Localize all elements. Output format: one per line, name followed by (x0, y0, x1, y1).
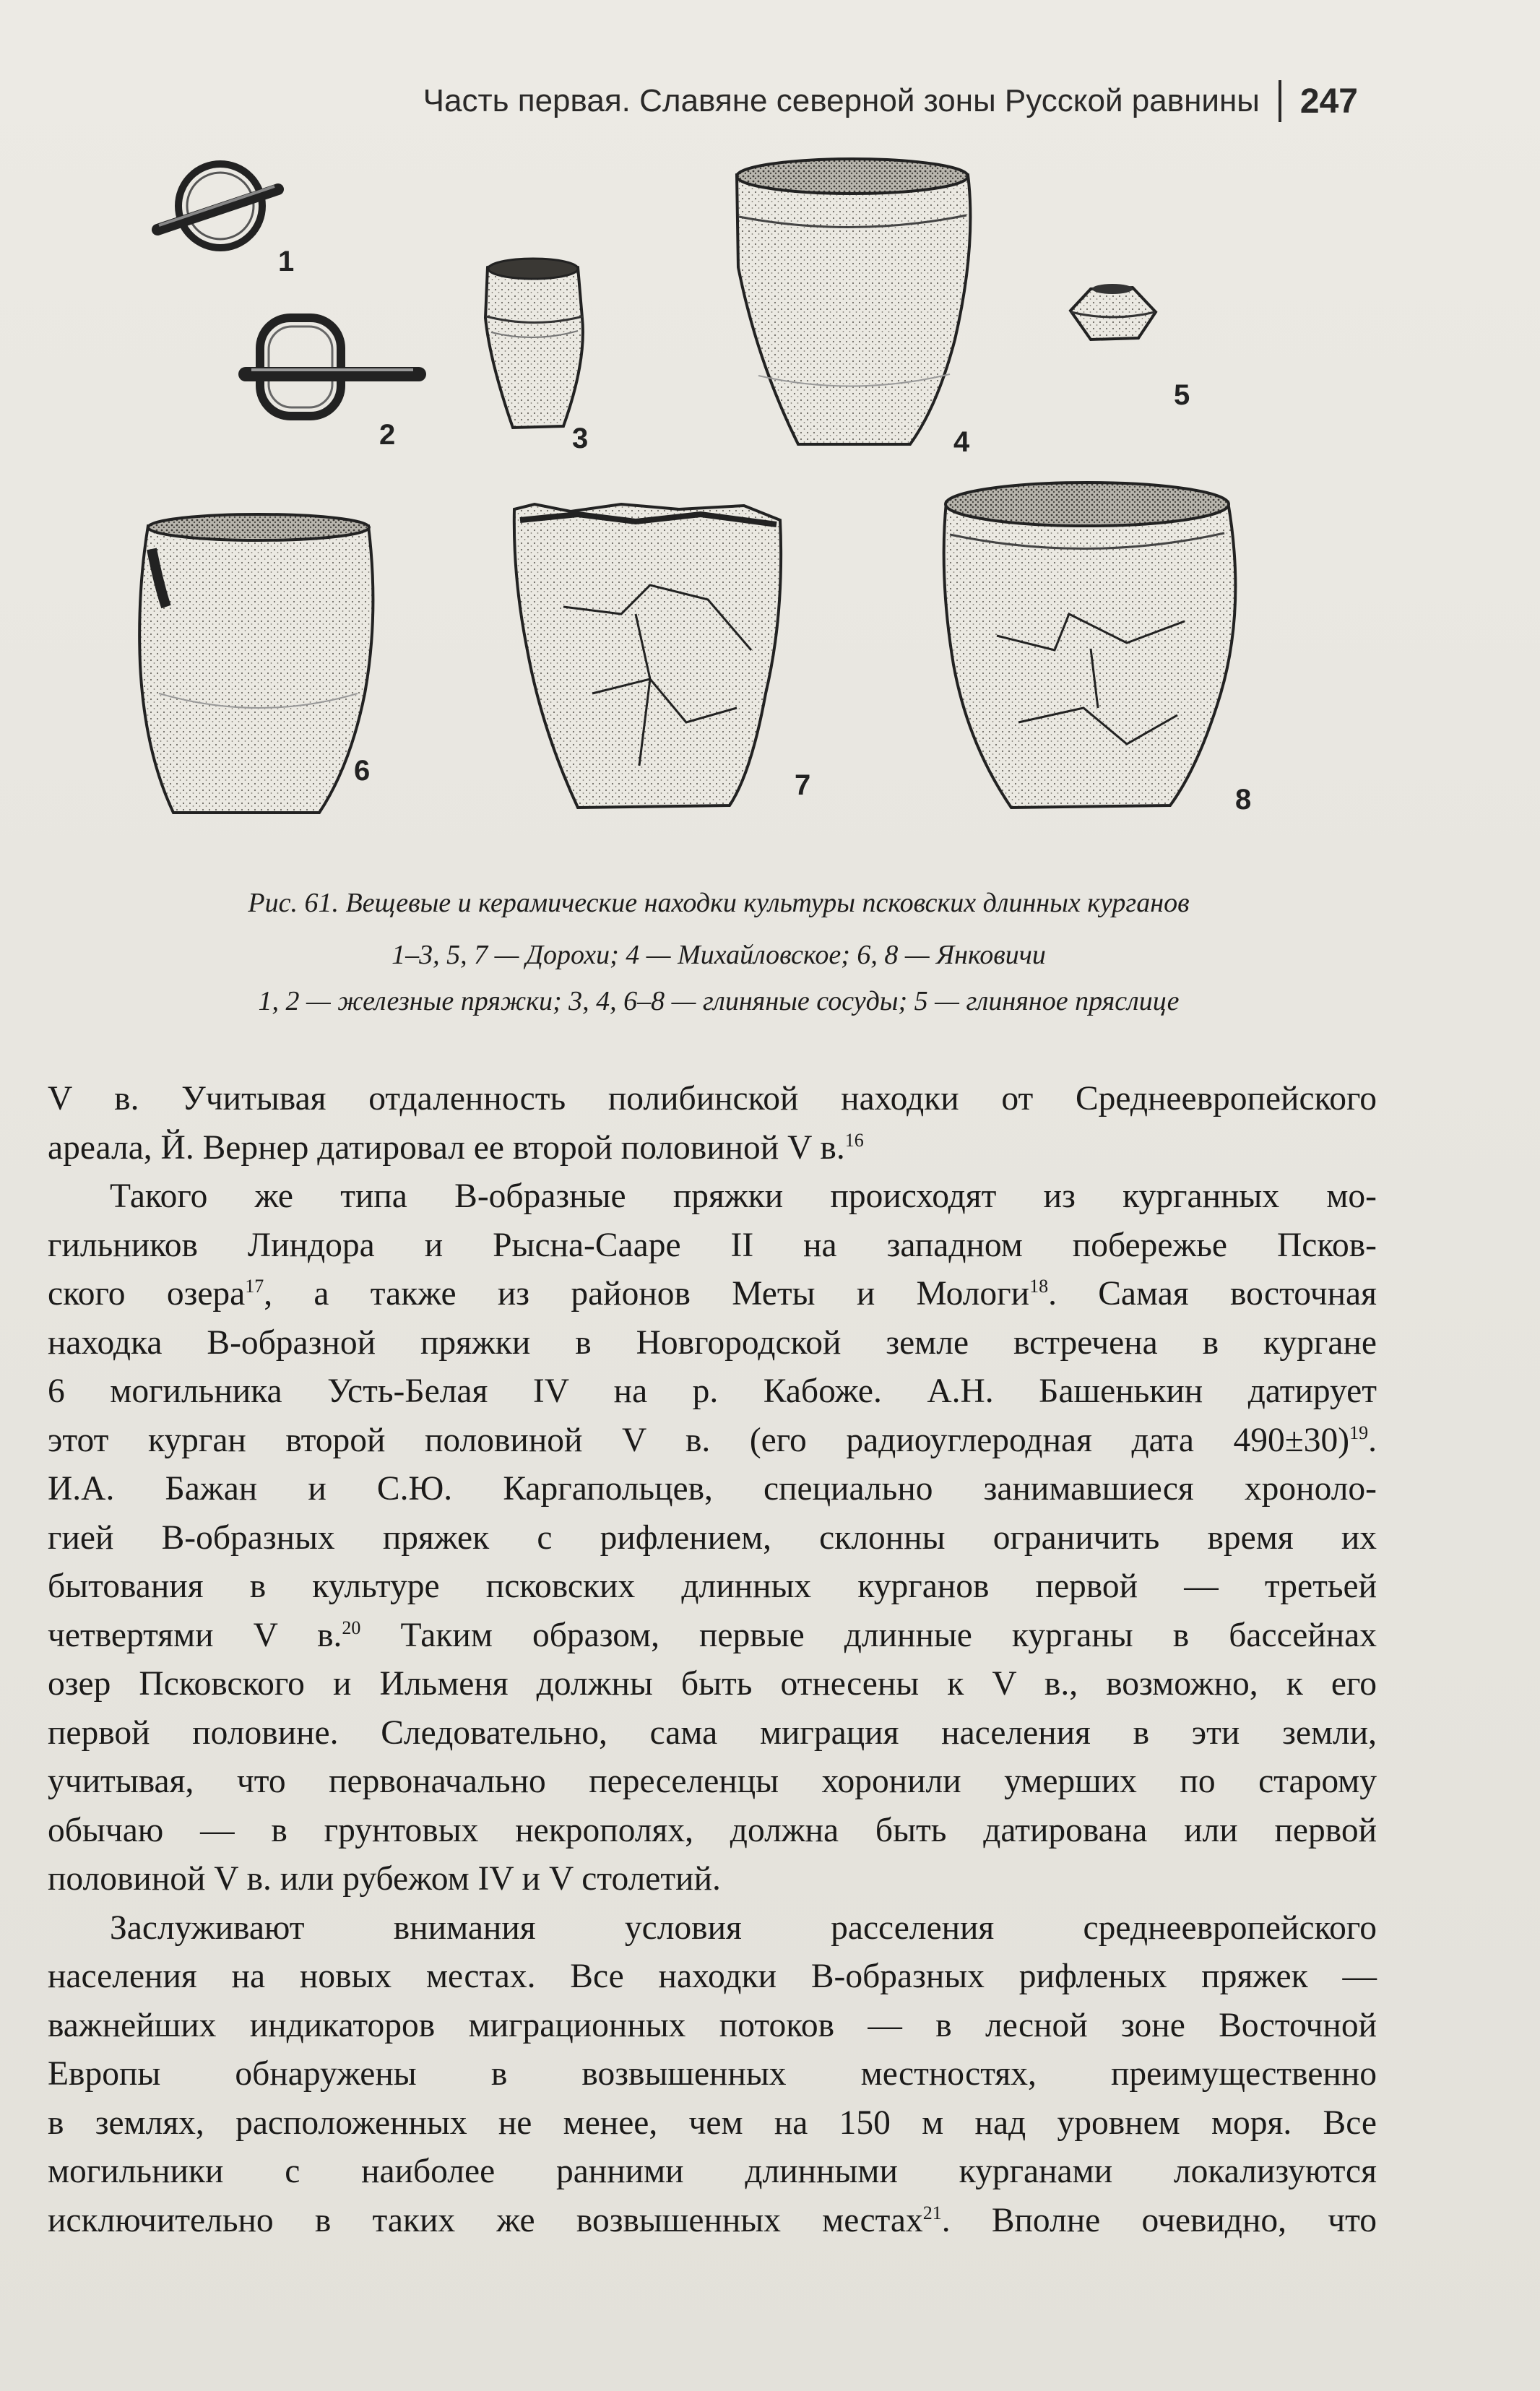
footnote-ref: 16 (844, 1129, 864, 1151)
text-line: V в. Учитывая отдаленность полибинской находки от Среднеевропейского (48, 1080, 1377, 1117)
footnote-ref: 17 (245, 1276, 264, 1297)
buckle-1-drawing (157, 164, 278, 248)
figure-label-2: 2 (379, 419, 396, 451)
vessel-6-drawing (139, 514, 373, 813)
text-line: Заслуживают внимания условия расселения среднеевропейского (110, 1908, 1377, 1947)
text-line: половиной V в. или рубежом IV и V столетий. (48, 1860, 721, 1898)
running-title: Часть первая. Славяне северной зоны Русской равнины (423, 83, 1260, 118)
vessel-8-drawing (944, 483, 1236, 808)
page-number: 247 (1299, 82, 1358, 121)
text-line: находка В-образной пряжки в Новгородской земле встречена в кургане (48, 1323, 1377, 1362)
text-line: гильников Линдора и Рысна-Сааре II на западном побережье Псков- (48, 1226, 1377, 1264)
text-line: И.А. Бажан и С.Ю. Каргапольцев, специально занимавшиеся хроноло- (48, 1470, 1377, 1508)
spindle-whorl-5-drawing (1070, 284, 1156, 340)
figure-label-5: 5 (1174, 379, 1190, 411)
text-line: Европы обнаружены в возвышенных местностях, преимущественно (48, 2055, 1377, 2093)
buckle-2-drawing (246, 318, 419, 416)
running-header (318, 72, 1358, 130)
text-line: Такого же типа В-образные пряжки происходят из курганных мо- (110, 1177, 1377, 1215)
text-line: важнейших индикаторов миграционных потоков — в лесной зоне Восточной (48, 2006, 1377, 2044)
text-line: могильники с наиболее ранними длинными курганами локализуются (48, 2153, 1377, 2190)
figure-61 (130, 144, 1372, 881)
text-line: учитывая, что первоначально переселенцы хоронили умерших по старому (48, 1763, 1377, 1800)
figure-label-3: 3 (572, 423, 589, 454)
figure-caption-sites: 1–3, 5, 7 — Дорохи; 4 — Михайловское; 6, 8 — Янковичи (392, 940, 1046, 970)
text-line: населения на новых местах. Все находки В-образных рифленых пряжек — (48, 1958, 1377, 1995)
figure-caption-items: 1, 2 — железные пряжки; 3, 4, 6–8 — глиняные сосуды; 5 — глиняное пряслице (258, 986, 1180, 1016)
figure-label-8: 8 (1235, 784, 1252, 816)
footnote-ref: 20 (342, 1617, 361, 1638)
text-line: ареала, Й. Вернер датировал ее второй половиной V в.$^{16}$ (48, 1128, 864, 1167)
header-separator (1279, 80, 1281, 122)
figure-label-4: 4 (953, 426, 970, 458)
text-line: гией В-образных пряжек с рифлением, склонны ограничить время их (48, 1518, 1377, 1557)
text-line: бытования в культуре псковских длинных курганов первой — третьей (48, 1568, 1377, 1605)
figure-caption-title: Рис. 61. Вещевые и керамические находки культуры псковских длинных курганов (248, 888, 1190, 918)
vessel-4-drawing (737, 159, 970, 444)
text-line: ского озера$^{17}$, а также из районов Меты и Мологи$^{18}$. Самая восточная (48, 1275, 1377, 1313)
text-line: этот курган второй половиной V в. (его радиоуглеродная дата 490±30)$^{19}$. (48, 1421, 1377, 1459)
text-line: четвертями V в.$^{20}$ Таким образом, первые длинные курганы в бассейнах (48, 1616, 1377, 1654)
figure-label-7: 7 (795, 769, 811, 801)
figure-label-1: 1 (278, 246, 295, 277)
vessel-7-drawing (514, 504, 781, 808)
body-text (48, 1075, 1377, 2245)
text-line: исключительно в таких же возвышенных местах$^{21}$. Вполне очевидно, что (48, 2201, 1377, 2239)
text-line: озер Псковского и Ильменя должны быть отнесены к V в., возможно, к его (48, 1665, 1377, 1703)
footnote-ref: 18 (1029, 1276, 1049, 1297)
text-line: первой половине. Следовательно, сама миграция населения в эти земли, (48, 1713, 1377, 1752)
footnote-ref: 19 (1349, 1422, 1369, 1443)
text-line: в землях, расположенных не менее, чем на 150 м над уровнем моря. Все (48, 2104, 1377, 2142)
footnote-ref: 21 (922, 2202, 942, 2223)
text-line: обычаю — в грунтовых некрополях, должна быть датирована или первой (48, 1811, 1377, 1849)
figure-label-6: 6 (354, 755, 371, 787)
vessel-3-drawing (485, 259, 583, 428)
text-line: 6 могильника Усть-Белая IV на р. Кабоже. А.Н. Башенькин датирует (48, 1372, 1377, 1410)
